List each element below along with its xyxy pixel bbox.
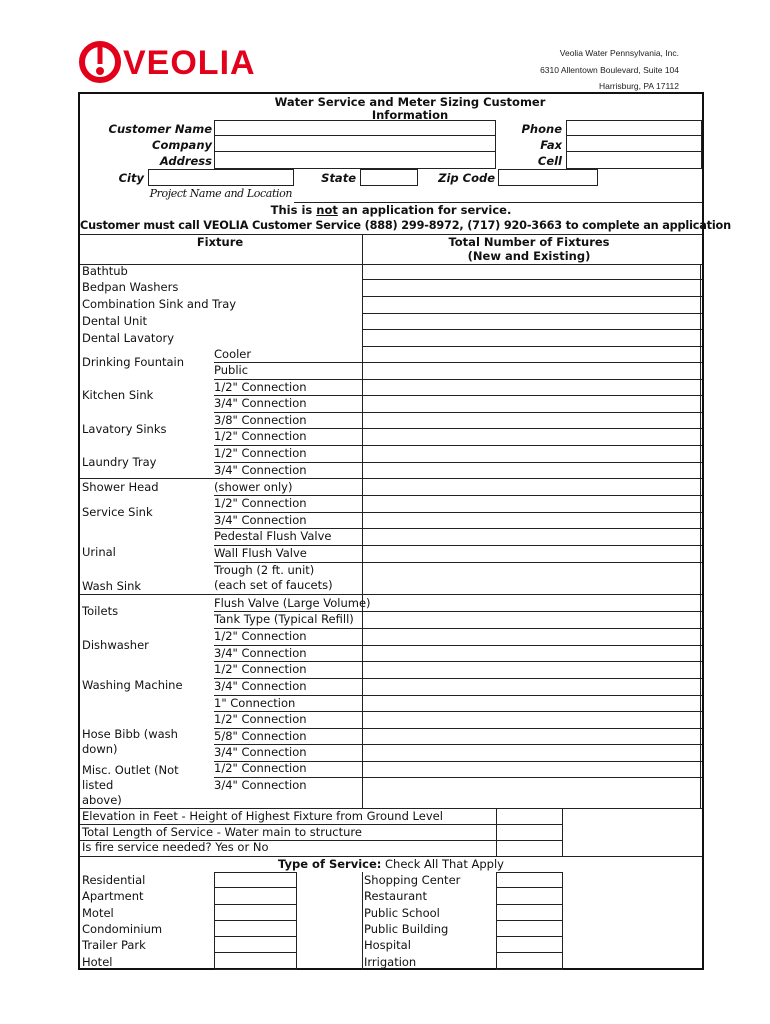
form-title: Water Service and Meter Sizing Customer Information [274, 95, 546, 122]
sub-washing-half: 1/2" Connection [214, 662, 307, 676]
address-field[interactable] [214, 152, 496, 169]
city-field[interactable] [148, 169, 294, 186]
fixture-misc-outlet: Misc. Outlet (Not listed above) [82, 763, 179, 807]
elevation-label: Elevation in Feet - Height of Highest Fixture from Ground Level [82, 809, 443, 823]
fixture-shower-head: Shower Head [82, 480, 159, 494]
service-type-checkbox[interactable] [214, 937, 296, 953]
cell-label: Cell [537, 154, 562, 168]
service-type-checkbox[interactable] [496, 937, 562, 953]
fixture-drinking-fountain: Drinking Fountain [82, 355, 185, 369]
total-length-label: Total Length of Service - Water main to structure [82, 825, 362, 839]
sub-tank-type: Tank Type (Typical Refill) [214, 612, 354, 626]
customer-name-label: Customer Name [108, 122, 212, 136]
fixture-wash-sink: Wash Sink [82, 579, 142, 593]
call-notice: Customer must call VEOLIA Customer Service (888) 299-8972, (717) 920-3663 to complete an application [80, 219, 731, 232]
fax-field[interactable] [566, 136, 702, 152]
veolia-logo-text: VEOLIA [123, 44, 256, 82]
service-type-label: Shopping Center [364, 873, 461, 887]
sub-kitchen-half: 1/2" Connection [214, 380, 307, 394]
service-type-checkbox[interactable] [496, 872, 562, 888]
sub-dishwasher-threeq: 3/4" Connection [214, 646, 307, 660]
fixture-bedpan: Bedpan Washers [82, 280, 179, 294]
service-type-label: Residential [82, 873, 146, 887]
fire-service-field[interactable] [496, 840, 562, 856]
fixture-urinal: Urinal [82, 545, 116, 559]
sub-flush-valve: Flush Valve (Large Volume) [214, 596, 371, 610]
sub-hose-fiveeighth: 5/8" Connection [214, 729, 307, 743]
company-label: Company [152, 138, 212, 152]
service-type-label: Apartment [82, 889, 144, 904]
fixture-toilets: Toilets [82, 604, 119, 618]
customer-name-field[interactable] [214, 120, 496, 136]
company-city: Harrisburg, PA 17112 [598, 81, 679, 91]
state-field[interactable] [360, 169, 418, 186]
sub-shower-only: (shower only) [214, 480, 293, 494]
not-application-notice: This is not an application for service. [270, 203, 512, 217]
sub-misc-threeq: 3/4" Connection [214, 778, 307, 792]
fax-label: Fax [540, 138, 562, 152]
sub-kitchen-threeq: 3/4" Connection [214, 396, 307, 410]
service-type-label: Trailer Park [82, 938, 146, 953]
sub-laundry-half: 1/2" Connection [214, 446, 307, 460]
fixture-combo-sink: Combination Sink and Tray [82, 297, 237, 311]
sub-hose-half: 1/2" Connection [214, 712, 307, 726]
sub-pedestal: Pedestal Flush Valve [214, 529, 332, 543]
service-type-label: Restaurant [364, 889, 427, 904]
fixture-lavatory-sinks: Lavatory Sinks [82, 422, 167, 436]
service-type-checkbox[interactable] [496, 954, 562, 970]
sub-trough: Trough (2 ft. unit) [214, 563, 315, 577]
total-fixtures-header: Total Number of Fixtures (New and Existing) [448, 235, 610, 263]
zip-field[interactable] [498, 169, 598, 186]
fixture-header: Fixture [196, 235, 244, 249]
service-type-label: Public School [364, 905, 440, 920]
fixture-service-sink: Service Sink [82, 505, 153, 519]
sub-wall-flush: Wall Flush Valve [214, 546, 307, 560]
service-type-label: Irrigation [364, 954, 417, 969]
elevation-field[interactable] [496, 808, 562, 824]
sub-washing-one: 1" Connection [214, 696, 296, 710]
type-of-service-heading: Type of Service: Check All That Apply [278, 857, 504, 871]
company-field[interactable] [214, 136, 496, 152]
fixture-dental-lavatory: Dental Lavatory [82, 331, 175, 345]
company-street: 6310 Allentown Boulevard, Suite 104 [540, 65, 679, 75]
fixture-dishwasher: Dishwasher [82, 638, 149, 652]
city-label: City [118, 171, 144, 185]
service-type-checkbox[interactable] [496, 921, 562, 937]
state-label: State [321, 171, 356, 185]
sub-laundry-threeq: 3/4" Connection [214, 463, 307, 477]
fire-service-label: Is fire service needed? Yes or No [82, 840, 269, 854]
sub-lavatory-half: 1/2" Connection [214, 429, 307, 443]
service-type-checkbox[interactable] [214, 872, 296, 888]
total-length-field[interactable] [496, 824, 562, 840]
veolia-logo-icon [82, 44, 118, 80]
sub-service-half: 1/2" Connection [214, 496, 307, 510]
fixture-bathtub: Bathtub [82, 264, 128, 278]
fixture-laundry-tray: Laundry Tray [82, 455, 157, 469]
sub-hose-threeq: 3/4" Connection [214, 745, 307, 759]
sub-service-threeq: 3/4" Connection [214, 513, 307, 527]
service-type-checkbox[interactable] [496, 905, 562, 921]
fixture-hose-bibb: Hose Bibb (wash down) [82, 727, 178, 756]
zip-label: Zip Code [438, 171, 495, 185]
service-type-checkbox[interactable] [496, 888, 562, 904]
phone-field[interactable] [566, 120, 702, 136]
service-type-label: Condominium [82, 921, 163, 936]
service-type-label: Motel [82, 905, 114, 920]
sub-public: Public [214, 363, 249, 377]
sub-washing-threeq: 3/4" Connection [214, 679, 307, 693]
sub-lavatory-threeeighth: 3/8" Connection [214, 413, 307, 427]
phone-label: Phone [521, 122, 562, 136]
fixture-washing-machine: Washing Machine [82, 678, 183, 692]
company-name: Veolia Water Pennsylvania, Inc. [559, 48, 679, 58]
address-label: Address [159, 154, 212, 168]
service-type-checkbox[interactable] [214, 954, 296, 970]
service-type-label: Hospital [364, 938, 411, 953]
project-field[interactable] [294, 186, 702, 203]
sub-each-set: (each set of faucets) [214, 578, 333, 592]
project-label: Project Name and Location [149, 187, 292, 200]
service-type-checkbox[interactable] [214, 888, 296, 904]
fixture-dental-unit: Dental Unit [82, 314, 148, 328]
service-type-checkbox[interactable] [214, 905, 296, 921]
service-type-label: Public Building [364, 921, 449, 936]
sub-dishwasher-half: 1/2" Connection [214, 629, 307, 643]
meter-sizing-form [78, 92, 731, 970]
fixture-kitchen-sink: Kitchen Sink [82, 388, 154, 402]
service-type-label: Hotel [82, 954, 113, 969]
service-type-checkbox[interactable] [214, 921, 296, 937]
sub-misc-half: 1/2" Connection [214, 761, 307, 775]
sub-cooler: Cooler [214, 347, 252, 361]
cell-field[interactable] [566, 152, 702, 169]
